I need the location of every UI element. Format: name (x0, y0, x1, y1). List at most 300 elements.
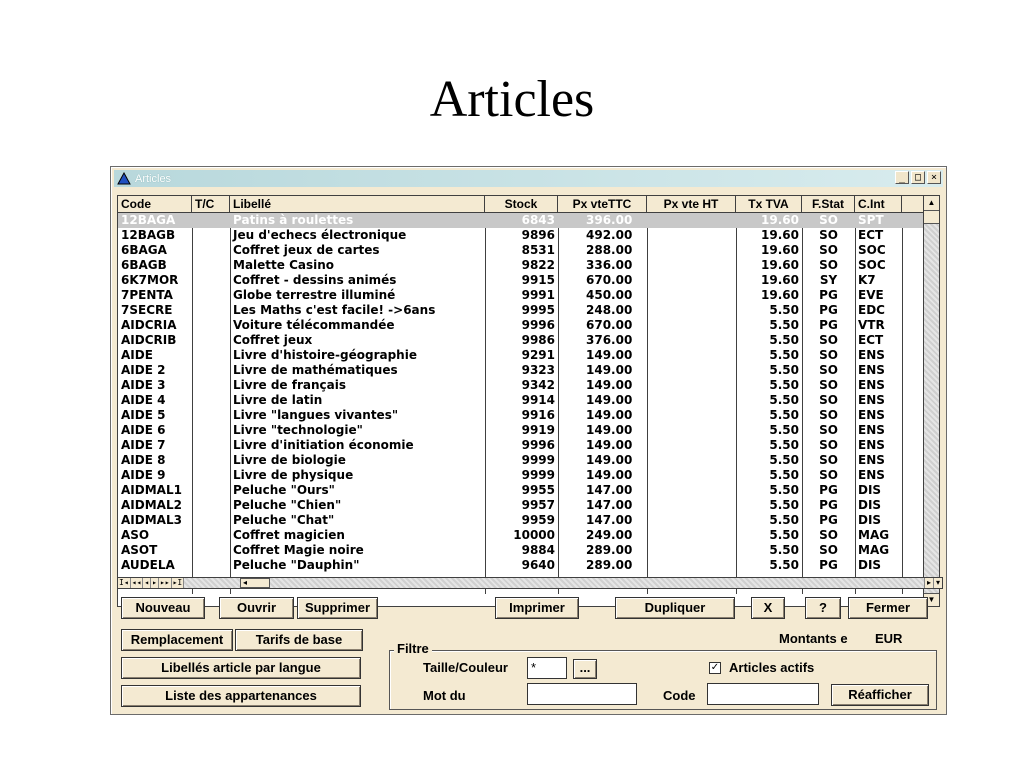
cell-tx-tva: 5.50 (769, 333, 799, 347)
col-header-stock[interactable]: Stock (485, 196, 558, 212)
cell-tx-tva: 19.60 (761, 258, 799, 272)
grid-rows (118, 213, 924, 573)
cell-fstat: PG (819, 513, 838, 527)
cell-code: 12BAGB (121, 228, 176, 242)
cell-libelle: Voiture télécommandée (233, 318, 395, 332)
cell-tc (192, 213, 230, 228)
cell-tc (192, 423, 230, 438)
hscroll-right-controls (924, 578, 942, 588)
cell-px-ht (647, 498, 736, 513)
cell-cint: EVE (858, 288, 884, 302)
cell-tc (192, 363, 230, 378)
liste-appartenances-button[interactable]: Liste des appartenances (121, 685, 361, 707)
cell-px-ht (647, 528, 736, 543)
cell-code: AIDCRIB (121, 333, 177, 347)
ouvrir-button[interactable]: Ouvrir (219, 597, 294, 619)
table-row[interactable] (118, 348, 924, 363)
cell-tx-tva: 5.50 (769, 483, 799, 497)
cell-tx-tva: 5.50 (769, 318, 799, 332)
cell-cint: ECT (858, 333, 884, 347)
tarifs-de-base-button[interactable]: Tarifs de base (235, 629, 363, 651)
cell-px-ttc: 450.00 (586, 288, 633, 302)
remplacement-button[interactable]: Remplacement (121, 629, 233, 651)
cell-tx-tva: 5.50 (769, 408, 799, 422)
cell-libelle: Peluche "Ours" (233, 483, 335, 497)
cell-px-ttc: 149.00 (586, 453, 633, 467)
cell-tc (192, 333, 230, 348)
cell-px-ttc: 149.00 (586, 393, 633, 407)
cell-cint: DIS (858, 513, 882, 527)
table-row[interactable] (118, 243, 924, 258)
cell-fstat: SO (819, 528, 838, 542)
cell-stock: 9342 (521, 378, 555, 392)
cell-fstat: SO (819, 363, 838, 377)
cell-px-ttc: 249.00 (586, 528, 633, 542)
cell-px-ht (647, 258, 736, 273)
cell-fstat: SO (819, 258, 838, 272)
cell-cint: ENS (858, 438, 885, 452)
cell-libelle: Livre d'histoire-géographie (233, 348, 417, 362)
cell-px-ttc: 149.00 (586, 408, 633, 422)
cell-libelle: Livre "technologie" (233, 423, 363, 437)
cell-code: AIDE 3 (121, 378, 166, 392)
supprimer-button[interactable]: Supprimer (297, 597, 378, 619)
cell-px-ht (647, 408, 736, 423)
filtre-legend: Filtre (394, 641, 432, 656)
table-row[interactable] (118, 273, 924, 288)
prev-record-icon[interactable]: ◂ (144, 578, 150, 587)
articles-actifs-label: Articles actifs (729, 660, 815, 675)
cell-tc (192, 543, 230, 558)
col-header-code[interactable]: Code (118, 196, 192, 212)
first-record-icon[interactable]: I◂ (119, 578, 129, 587)
cell-tx-tva: 19.60 (761, 213, 799, 227)
col-header-tx-tva[interactable]: Tx TVA (736, 196, 802, 212)
cell-stock: 9914 (521, 393, 555, 407)
cell-code: 7SECRE (121, 303, 173, 317)
cell-px-ht (647, 243, 736, 258)
cell-tc (192, 378, 230, 393)
cell-tc (192, 453, 230, 468)
table-row[interactable] (118, 333, 924, 348)
cell-code: AIDCRIA (121, 318, 177, 332)
libelles-par-langue-button[interactable]: Libellés article par langue (121, 657, 361, 679)
col-header-px-ht[interactable]: Px vte HT (647, 196, 736, 212)
cell-px-ht (647, 453, 736, 468)
cell-tc (192, 303, 230, 318)
cell-fstat: SO (819, 468, 838, 482)
cell-code: AIDMAL3 (121, 513, 182, 527)
cell-stock: 9916 (521, 408, 555, 422)
browse-button[interactable]: ... (573, 659, 597, 679)
cell-libelle: Coffret - dessins animés (233, 273, 397, 287)
cell-libelle: Les Maths c'est facile! ->6ans (233, 303, 436, 317)
cell-fstat: SO (819, 393, 838, 407)
articles-grid[interactable] (117, 195, 925, 607)
table-row[interactable] (118, 303, 924, 318)
cell-fstat: SO (819, 228, 838, 242)
cell-tx-tva: 5.50 (769, 348, 799, 362)
minimize-icon[interactable]: _ (895, 171, 909, 184)
cell-stock: 6843 (521, 213, 555, 227)
window-titlebar[interactable] (114, 170, 943, 187)
cell-code: 7PENTA (121, 288, 173, 302)
cell-cint: SOC (858, 258, 886, 272)
cell-libelle: Coffret Magie noire (233, 543, 364, 557)
cell-cint: K7 (858, 273, 876, 287)
x-button[interactable]: X (751, 597, 785, 619)
cell-cint: VTR (858, 318, 885, 332)
cell-tc (192, 513, 230, 528)
cell-cint: DIS (858, 498, 882, 512)
cell-tx-tva: 5.50 (769, 543, 799, 557)
cell-code: AIDE 5 (121, 408, 166, 422)
cell-libelle: Livre de physique (233, 468, 354, 482)
cell-px-ttc: 147.00 (586, 498, 633, 512)
cell-libelle: Coffret jeux de cartes (233, 243, 380, 257)
cell-tc (192, 408, 230, 423)
cell-stock: 9919 (521, 423, 555, 437)
cell-fstat: SO (819, 333, 838, 347)
cell-px-ttc: 289.00 (586, 558, 633, 572)
cell-px-ttc: 149.00 (586, 438, 633, 452)
cell-code: AIDE 7 (121, 438, 166, 452)
cell-tc (192, 528, 230, 543)
table-row[interactable] (118, 213, 924, 228)
cell-libelle: Peluche "Chat" (233, 513, 335, 527)
cell-libelle: Livre de français (233, 378, 346, 392)
vertical-scrollbar[interactable] (923, 195, 940, 607)
cell-px-ht (647, 318, 736, 333)
table-row[interactable] (118, 498, 924, 513)
hscroll-thumb-left-icon[interactable]: ◂ (240, 578, 270, 588)
cell-px-ttc: 248.00 (586, 303, 633, 317)
dupliquer-button[interactable]: Dupliquer (615, 597, 735, 619)
cell-stock: 9959 (521, 513, 555, 527)
cell-stock: 9323 (521, 363, 555, 377)
cell-cint: EDC (858, 303, 885, 317)
cell-tc (192, 483, 230, 498)
table-row[interactable] (118, 513, 924, 528)
last-record-icon[interactable]: ▸I (172, 578, 183, 587)
cell-libelle: Peluche "Chien" (233, 498, 342, 512)
hscroll-end-icon[interactable]: ▾ (933, 578, 942, 588)
col-header-fstat[interactable]: F.Stat (802, 196, 855, 212)
horizontal-scrollbar[interactable] (117, 577, 943, 589)
cell-libelle: Coffret magicien (233, 528, 345, 542)
cell-tc (192, 438, 230, 453)
table-row[interactable] (118, 228, 924, 243)
table-row[interactable] (118, 438, 924, 453)
cell-px-ht (647, 228, 736, 243)
cell-tc (192, 468, 230, 483)
cell-tx-tva: 5.50 (769, 558, 799, 572)
cell-code: ASO (121, 528, 150, 542)
cell-tc (192, 228, 230, 243)
cell-px-ht (647, 423, 736, 438)
cell-px-ttc: 149.00 (586, 378, 633, 392)
cell-px-ttc: 670.00 (586, 273, 633, 287)
cell-fstat: PG (819, 318, 838, 332)
cell-tx-tva: 19.60 (761, 288, 799, 302)
table-row[interactable] (118, 288, 924, 303)
cell-stock: 9995 (521, 303, 555, 317)
cell-fstat: SO (819, 408, 838, 422)
cell-libelle: Jeu d'echecs électronique (233, 228, 407, 242)
cell-cint: SPT (858, 213, 884, 227)
cell-fstat: SO (819, 438, 838, 452)
cell-stock: 10000 (513, 528, 555, 542)
cell-stock: 9291 (521, 348, 555, 362)
cell-code: AIDMAL2 (121, 498, 182, 512)
nouveau-button[interactable]: Nouveau (121, 597, 205, 619)
cell-cint: ENS (858, 378, 885, 392)
cell-stock: 9640 (521, 558, 555, 572)
cell-cint: DIS (858, 483, 882, 497)
table-row[interactable] (118, 558, 924, 573)
cell-code: 6BAGB (121, 258, 167, 272)
cell-code: AIDE 9 (121, 468, 166, 482)
table-row[interactable] (118, 453, 924, 468)
cell-code: AIDMAL1 (121, 483, 182, 497)
cell-code: ASOT (121, 543, 158, 557)
cell-stock: 9999 (521, 453, 555, 467)
cell-px-ht (647, 273, 736, 288)
cell-code: AIDE 8 (121, 453, 166, 467)
window-title: Articles (135, 172, 172, 185)
cell-libelle: Livre d'initiation économie (233, 438, 414, 452)
cell-stock: 9884 (521, 543, 555, 557)
cell-code: AUDELA (121, 558, 175, 572)
cell-px-ttc: 147.00 (586, 483, 633, 497)
mot-du-input[interactable] (527, 683, 637, 705)
cell-stock: 9915 (521, 273, 555, 287)
table-row[interactable] (118, 318, 924, 333)
cell-px-ht (647, 363, 736, 378)
cell-fstat: PG (819, 498, 838, 512)
app-triangle-icon (117, 172, 131, 185)
cell-libelle: Livre de latin (233, 393, 323, 407)
prev-page-icon[interactable]: ◂◂ (131, 578, 142, 587)
cell-code: AIDE 4 (121, 393, 166, 407)
table-row[interactable] (118, 378, 924, 393)
table-row[interactable] (118, 258, 924, 273)
scroll-thumb[interactable] (924, 211, 939, 224)
cell-tx-tva: 5.50 (769, 528, 799, 542)
cell-cint: MAG (858, 543, 890, 557)
cell-stock: 9996 (521, 438, 555, 452)
imprimer-button[interactable]: Imprimer (495, 597, 579, 619)
cell-tx-tva: 19.60 (761, 228, 799, 242)
cell-px-ht (647, 303, 736, 318)
scroll-down-icon[interactable]: ▼ (924, 593, 939, 606)
cell-cint: ENS (858, 408, 885, 422)
cell-code: 12BAGA (121, 213, 176, 227)
cell-libelle: Livre "langues vivantes" (233, 408, 399, 422)
articles-actifs-checkbox[interactable]: ✓ (710, 662, 720, 673)
cell-fstat: SO (819, 213, 838, 227)
cell-libelle: Malette Casino (233, 258, 335, 272)
col-header-cint[interactable]: C.Int (855, 196, 902, 212)
cell-px-ht (647, 468, 736, 483)
close-icon[interactable]: × (927, 171, 941, 184)
cell-px-ttc: 336.00 (586, 258, 633, 272)
cell-px-ttc: 149.00 (586, 348, 633, 362)
cell-stock: 9996 (521, 318, 555, 332)
cell-libelle: Livre de mathématiques (233, 363, 398, 377)
table-row[interactable] (118, 423, 924, 438)
cell-px-ht (647, 213, 736, 228)
cell-px-ttc: 147.00 (586, 513, 633, 527)
cell-cint: DIS (858, 558, 882, 572)
cell-tx-tva: 5.50 (769, 438, 799, 452)
cell-tc (192, 273, 230, 288)
cell-stock: 9955 (521, 483, 555, 497)
next-record-icon[interactable]: ▸ (152, 578, 157, 587)
cell-px-ttc: 670.00 (586, 318, 633, 332)
cell-tx-tva: 5.50 (769, 363, 799, 377)
cell-tc (192, 288, 230, 303)
cell-code: AIDE 6 (121, 423, 166, 437)
cell-px-ttc: 492.00 (586, 228, 633, 242)
cell-tx-tva: 5.50 (769, 453, 799, 467)
cell-fstat: PG (819, 483, 838, 497)
cell-cint: ENS (858, 423, 885, 437)
table-row[interactable] (118, 363, 924, 378)
cell-stock: 9896 (521, 228, 555, 242)
cell-code: 6K7MOR (121, 273, 179, 287)
cell-fstat: SO (819, 348, 838, 362)
cell-px-ht (647, 333, 736, 348)
col-header-px-ttc[interactable]: Px vteTTC (558, 196, 647, 212)
cell-px-ht (647, 288, 736, 303)
cell-fstat: PG (819, 303, 838, 317)
hscroll-right-icon[interactable]: ▸ (924, 578, 933, 588)
col-header-tc[interactable]: T/C (192, 196, 230, 212)
cell-fstat: SO (819, 243, 838, 257)
cell-px-ht (647, 393, 736, 408)
cell-px-ht (647, 348, 736, 363)
taille-couleur-input[interactable]: * (527, 657, 567, 679)
cell-px-ht (647, 543, 736, 558)
cell-tx-tva: 5.50 (769, 498, 799, 512)
cell-cint: MAG (858, 528, 890, 542)
code-label: Code (663, 688, 696, 703)
cell-fstat: PG (819, 288, 838, 302)
cell-fstat: SO (819, 453, 838, 467)
cell-cint: ENS (858, 363, 885, 377)
cell-tx-tva: 19.60 (761, 273, 799, 287)
help-button[interactable]: ? (805, 597, 841, 619)
cell-cint: ENS (858, 453, 885, 467)
cell-px-ttc: 289.00 (586, 543, 633, 557)
cell-code: AIDE (121, 348, 153, 362)
cell-tx-tva: 5.50 (769, 513, 799, 527)
record-navigator (118, 578, 184, 588)
cell-tx-tva: 5.50 (769, 423, 799, 437)
cell-tx-tva: 19.60 (761, 243, 799, 257)
table-row[interactable] (118, 528, 924, 543)
grid-header (118, 196, 924, 213)
next-page-icon[interactable]: ▸▸ (159, 578, 170, 587)
cell-stock: 9957 (521, 498, 555, 512)
cell-tx-tva: 5.50 (769, 378, 799, 392)
cell-tc (192, 393, 230, 408)
cell-libelle: Globe terrestre illuminé (233, 288, 396, 302)
articles-window (110, 166, 947, 715)
cell-stock: 8531 (521, 243, 555, 257)
cell-fstat: PG (819, 558, 838, 572)
cell-px-ttc: 288.00 (586, 243, 633, 257)
cell-px-ht (647, 558, 736, 573)
table-row[interactable] (118, 393, 924, 408)
cell-libelle: Peluche "Dauphin" (233, 558, 360, 572)
cell-stock: 9986 (521, 333, 555, 347)
cell-tc (192, 318, 230, 333)
cell-tc (192, 243, 230, 258)
slide-title: Articles (429, 71, 595, 128)
cell-cint: ENS (858, 348, 885, 362)
cell-stock: 9999 (521, 468, 555, 482)
montants-currency: EUR (875, 631, 903, 646)
cell-libelle: Patins à roulettes (233, 213, 354, 227)
cell-libelle: Coffret jeux (233, 333, 313, 347)
cell-stock: 9822 (521, 258, 555, 272)
mot-du-label: Mot du (423, 688, 466, 703)
cell-tx-tva: 5.50 (769, 393, 799, 407)
taille-couleur-label: Taille/Couleur (423, 660, 508, 675)
cell-tc (192, 498, 230, 513)
cell-code: 6BAGA (121, 243, 167, 257)
col-header-libelle[interactable]: Libellé (230, 196, 485, 212)
cell-px-ttc: 149.00 (586, 423, 633, 437)
cell-libelle: Livre de biologie (233, 453, 346, 467)
cell-fstat: SO (819, 378, 838, 392)
table-row[interactable] (118, 483, 924, 498)
table-row[interactable] (118, 468, 924, 483)
cell-px-ht (647, 483, 736, 498)
reafficher-button[interactable]: Réafficher (831, 684, 929, 706)
cell-cint: ENS (858, 393, 885, 407)
cell-px-ht (647, 438, 736, 453)
cell-fstat: SO (819, 423, 838, 437)
cell-tc (192, 348, 230, 363)
cell-cint: ENS (858, 468, 885, 482)
cell-cint: ECT (858, 228, 884, 242)
cell-px-ttc: 149.00 (586, 468, 633, 482)
cell-stock: 9991 (521, 288, 555, 302)
cell-tc (192, 558, 230, 573)
table-row[interactable] (118, 408, 924, 423)
code-input[interactable] (707, 683, 819, 705)
cell-px-ttc: 376.00 (586, 333, 633, 347)
cell-tx-tva: 5.50 (769, 468, 799, 482)
montants-label: Montants e (779, 631, 848, 646)
cell-px-ht (647, 513, 736, 528)
cell-fstat: SO (819, 543, 838, 557)
cell-px-ttc: 149.00 (586, 363, 633, 377)
fermer-button[interactable]: Fermer (848, 597, 928, 619)
cell-cint: SOC (858, 243, 886, 257)
cell-tx-tva: 5.50 (769, 303, 799, 317)
cell-tc (192, 258, 230, 273)
cell-px-ht (647, 378, 736, 393)
cell-code: AIDE 2 (121, 363, 166, 377)
cell-fstat: SY (819, 273, 838, 287)
scroll-up-icon[interactable]: ▲ (924, 196, 939, 211)
table-row[interactable] (118, 543, 924, 558)
maximize-icon[interactable]: □ (911, 171, 925, 184)
